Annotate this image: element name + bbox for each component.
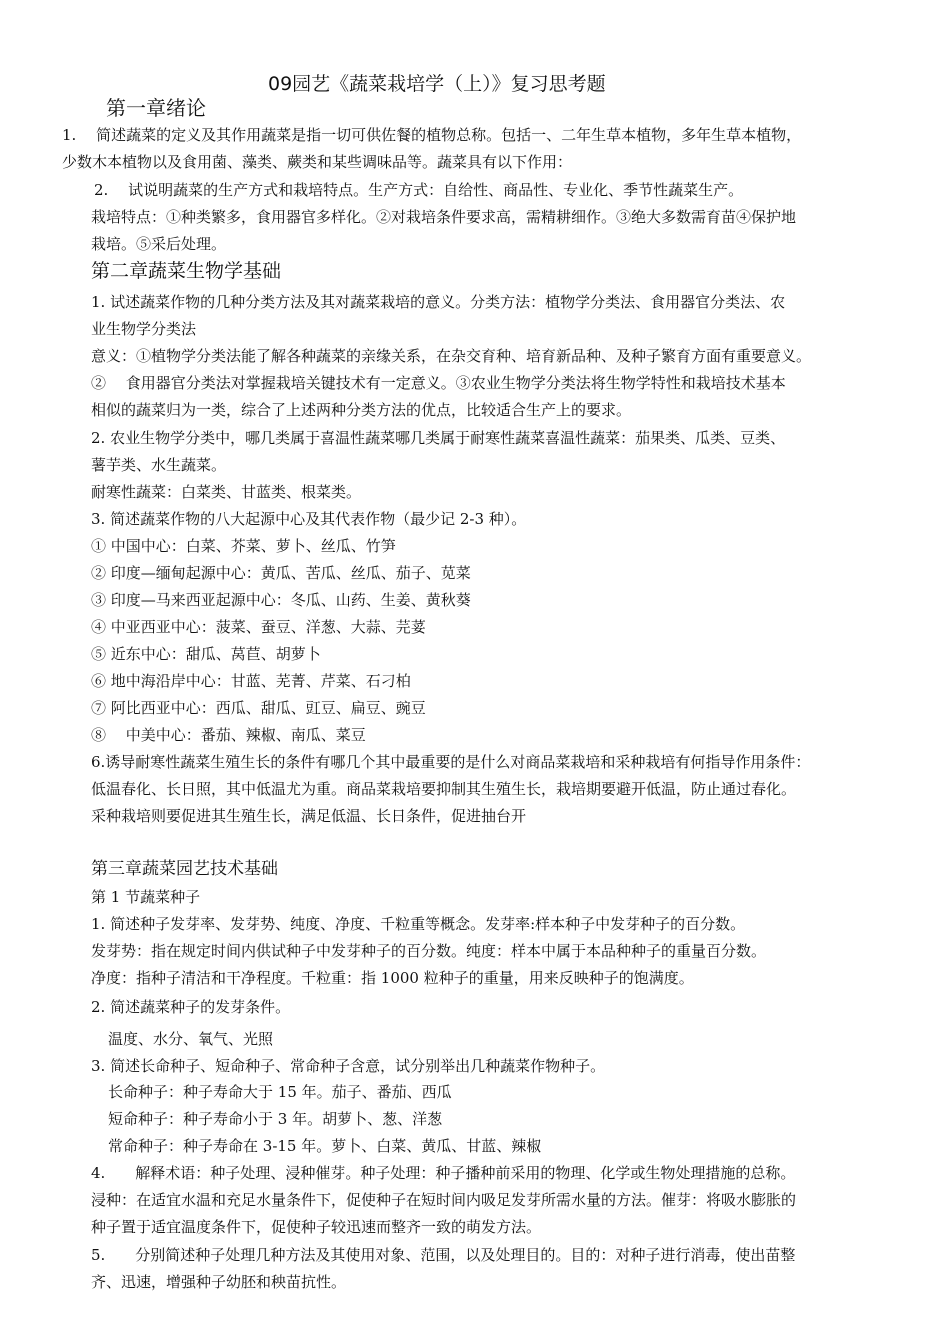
paragraph-line: 常命种子：种子寿命在 3-15 年。萝卜、白菜、黄瓜、甘蓝、辣椒 — [108, 1137, 542, 1155]
paragraph-line: 3. 简述长命种子、短命种子、常命种子含意，试分别举出几种蔬菜作物种子。 — [91, 1057, 606, 1075]
paragraph-line: 3. 简述蔬菜作物的八大起源中心及其代表作物（最少记 2-3 种）。 — [91, 510, 527, 528]
origin-center-item: ④ 中亚西亚中心：菠菜、蚕豆、洋葱、大蒜、芫荽 — [91, 618, 426, 636]
paragraph-line: 短命种子：种子寿命小于 3 年。胡萝卜、葱、洋葱 — [108, 1110, 443, 1128]
paragraph-line: 5. 分别简述种子处理几种方法及其使用对象、范围，以及处理目的。目的：对种子进行消毒，使出苗整 — [91, 1246, 796, 1264]
paragraph-line: 栽培。⑤采后处理。 — [91, 235, 227, 253]
paragraph-line: 薯芋类、水生蔬菜。 — [91, 456, 227, 474]
chapter-3-heading: 第三章蔬菜园艺技术基础 — [91, 859, 278, 879]
document-title: 09园艺《蔬菜栽培学（上）》复习思考题 — [268, 73, 606, 95]
origin-center-item: ⑥ 地中海沿岸中心：甘蓝、芜菁、芹菜、石刁柏 — [91, 672, 411, 690]
paragraph-line: 栽培特点：①种类繁多，食用器官多样化。②对栽培条件要求高，需精耕细作。③绝大多数需育苗④保护地 — [91, 208, 797, 226]
paragraph-line: 1. 简述蔬菜的定义及其作用蔬菜是指一切可供佐餐的植物总称。包括一、二年生草本植物，多年生草本植物， — [62, 126, 802, 144]
paragraph-line: 耐寒性蔬菜：白菜类、甘蓝类、根菜类。 — [91, 483, 362, 501]
paragraph-line: 意义：①植物学分类法能了解各种蔬菜的亲缘关系，在杂交育种、培育新品种、及种子繁育方面有重要意义。 — [91, 347, 812, 365]
paragraph-line: 净度：指种子清洁和干净程度。千粒重：指 1000 粒种子的重量，用来反映种子的饱满度。 — [91, 969, 694, 987]
paragraph-line: 业生物学分类法 — [91, 320, 197, 338]
paragraph-line: ② 食用器官分类法对掌握栽培关键技术有一定意义。③农业生物学分类法将生物学特性和栽培技术基本 — [91, 374, 786, 392]
origin-center-item: ② 印度—缅甸起源中心：黄瓜、苦瓜、丝瓜、茄子、苋菜 — [91, 564, 471, 582]
paragraph-line: 少数木本植物以及食用菌、藻类、蕨类和某些调味品等。蔬菜具有以下作用： — [62, 153, 573, 171]
paragraph-line: 种子置于适宜温度条件下，促使种子较迅速而整齐一致的萌发方法。 — [91, 1218, 542, 1236]
paragraph-line: 2. 试说明蔬菜的生产方式和栽培特点。生产方式：自给性、商品性、专业化、季节性蔬菜生产。 — [94, 181, 744, 199]
chapter-1-heading: 第一章绪论 — [106, 96, 206, 120]
paragraph-line: 2. 简述蔬菜种子的发芽条件。 — [91, 998, 291, 1016]
section-heading: 第 1 节蔬菜种子 — [91, 888, 201, 906]
origin-center-item: ⑧ 中美中心：番茄、辣椒、南瓜、菜豆 — [91, 726, 366, 744]
paragraph-line: 低温春化、长日照，其中低温尤为重。商品菜栽培要抑制其生殖生长，栽培期要避开低温，防止通过春化。 — [91, 780, 797, 798]
origin-center-item: ③ 印度—马来西亚起源中心：冬瓜、山药、生姜、黄秋葵 — [91, 591, 471, 609]
paragraph-line: 4. 解释术语：种子处理、浸种催芽。种子处理：种子播种前采用的物理、化学或生物处理措施的总称。 — [91, 1164, 796, 1182]
origin-center-item: ⑤ 近东中心：甜瓜、莴苣、胡萝卜 — [91, 645, 321, 663]
paragraph-line: 相似的蔬菜归为一类，综合了上述两种分类方法的优点，比较适合生产上的要求。 — [91, 401, 632, 419]
paragraph-line: 采种栽培则要促进其生殖生长，满足低温、长日条件，促进抽台开 — [91, 807, 527, 825]
origin-center-item: ① 中国中心：白菜、芥菜、萝卜、丝瓜、竹笋 — [91, 537, 396, 555]
paragraph-line: 温度、水分、氧气、光照 — [108, 1030, 274, 1048]
origin-center-item: ⑦ 阿比西亚中心：西瓜、甜瓜、豇豆、扁豆、豌豆 — [91, 699, 426, 717]
chapter-2-heading: 第二章蔬菜生物学基础 — [91, 260, 282, 282]
paragraph-line: 浸种：在适宜水温和充足水量条件下，促使种子在短时间内吸足发芽所需水量的方法。催芽：将吸水膨胀的 — [91, 1191, 797, 1209]
paragraph-line: 1. 简述种子发芽率、发芽势、纯度、净度、千粒重等概念。发芽率:样本种子中发芽种子的百分数。 — [91, 915, 746, 933]
paragraph-line: 发芽势：指在规定时间内供试种子中发芽种子的百分数。纯度：样本中属于本品种种子的重量百分数。 — [91, 942, 767, 960]
paragraph-line: 1. 试述蔬菜作物的几种分类方法及其对蔬菜栽培的意义。分类方法：植物学分类法、食用器官分类法、农 — [91, 293, 786, 311]
paragraph-line: 6.诱导耐寒性蔬菜生殖生长的条件有哪几个其中最重要的是什么对商品菜栽培和采种栽培有何指导作用条件： — [91, 753, 811, 771]
paragraph-line: 齐、迅速，增强种子幼胚和秧苗抗性。 — [91, 1273, 347, 1291]
paragraph-line: 2. 农业生物学分类中，哪几类属于喜温性蔬菜哪几类属于耐寒性蔬菜喜温性蔬菜：茄果类、瓜类、豆类、 — [91, 429, 786, 447]
paragraph-line: 长命种子：种子寿命大于 15 年。茄子、番茄、西瓜 — [108, 1083, 452, 1101]
